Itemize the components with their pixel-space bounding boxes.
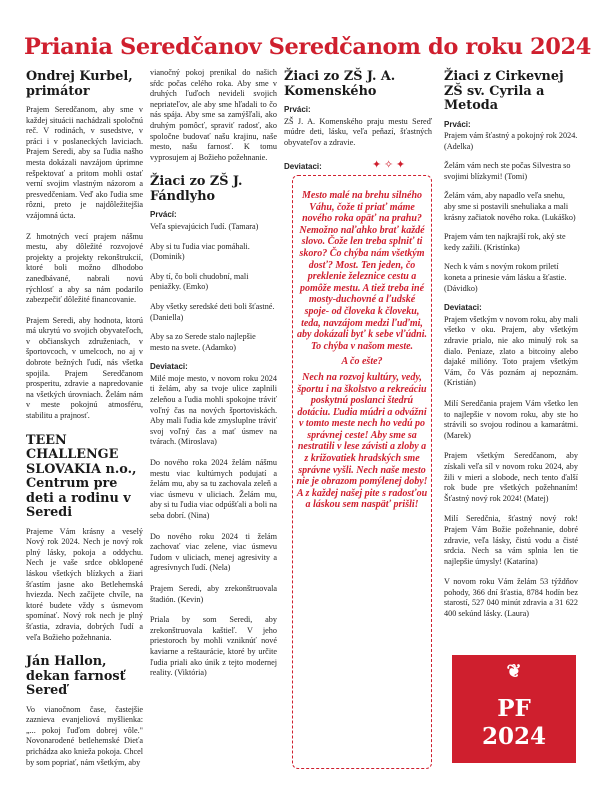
wish-item: Aby tí, čo boli chudobní, mali peniažky. (Emko) <box>150 271 249 292</box>
heading-teen-challenge: TEEN CHALLENGE SLOVAKIA n.o., Centrum pre deti a rodinu v Seredi <box>26 432 137 521</box>
paragraph: Do nového roku 2024 ti želám zachovať viac zelene, viac úsmevu ľudom v uliciach, menej agresivity a agresívnych ľudí. (Nela) <box>150 531 277 573</box>
paragraph: vianočný pokoj prenikal do našich sŕdc počas celého roka. Aby sme v druhých ľuďoch nevideli svojich nepriateľov, ale aby sme hľadali to čo nás spája. Aby sme sa zamýšľali, ako druhým pomôcť, spraviť radosť, ako spoločne budovať našu krajinu, naše mesto, našu farnosť. K tomu vyprosujem aj Božieho požehnanie. <box>150 68 277 162</box>
poem-stanza: A čo ešte? <box>341 356 383 368</box>
paragraph: Prajem všetkým Seredčanom, aby získali veľa síl v novom roku 2024, aby žili v mieri a slobode, nech tento ďalší rok bude pre všetkých požehnaním! Šťastný nový rok 2024! (Matej) <box>444 451 578 503</box>
wish-item: Aby si tu ľudia viac pomáhali. (Dominik) <box>150 241 250 262</box>
label-deviataci: Deviataci: <box>150 362 188 372</box>
heading-kurbel: Ondrej Kurbel, primátor <box>26 69 133 99</box>
label-deviataci: Deviataci: <box>444 303 482 313</box>
poem-stanza: Mesto malé na brehu silného Váhu, čože ti priať máme nového roka opäť na prahu? Nemožno naľahko brať každé slovo. Čože len treba splniť ti skoro? Čo chýba nám všetkým dosť? Most. Ten jeden, čo preklenie železnice cestu a pomôže mestu. A tiež treba iné mosty-duchovné a ľudské spoje- od človeka k človeku, teda, navzájom medzi ľuďmi, aby dokázali byť k sebe vľúdni. To chýba v našom meste. <box>297 190 427 352</box>
paragraph: Milí Seredčnia, šťastný nový rok! Prajem Vám Božie požehnanie, dobré zdravie, veľa lásky, čistú vodu a čisté srdcia. Nech sa vám splnia len tie najlepšie úmysly! (Katarína) <box>444 514 578 566</box>
stars-decoration: ✦ ✧ ✦ <box>372 159 406 171</box>
label-deviataci: Deviataci: <box>284 162 322 172</box>
pf-year: 2024 <box>481 723 546 750</box>
paragraph: Vo vianočnom čase, častejšie zaznieva evanjeliová myšlienka: „... pokoj ľuďom dobrej vôle." Novonarodené betlehemské Dieťa prichádza ako knieža pokoja. Chcel by som popriať, nám všetkým, aby <box>26 704 143 767</box>
paragraph: Prajem Seredi, aby zrekonštruovala štadión. (Kevin) <box>150 583 277 604</box>
label-prvaci: Prváci: <box>284 105 311 114</box>
heading-hallon: Ján Hallon, dekan farnosť Sereď <box>26 654 126 699</box>
poem <box>296 190 428 515</box>
paragraph: Priala by som Seredi, aby zrekonštruovala kaštieľ. V jeho priestoroch by mohli vzniknúť nové kaviarne a reštaurácie, ktoré by určite ľudia priali ako únik z tejto modernej reality. (Viktória) <box>150 615 277 678</box>
wish-item: Želám vám, aby napadlo veľa snehu, aby sme si postavili snehuliaka a mali krásny začiatok nového roka. (Lukáško) <box>444 191 576 222</box>
paragraph: Do nového roka 2024 želám nášmu mestu viac kultúrnych podujatí a želám mu, aby sa tu zachovala zeleň a viac úsmevu v uliciach. Želám mu, aby si tu ľudia viac odpúšťali a boli na seba dobrí. (Nina) <box>150 458 277 520</box>
wish-item: Prajem vám šťastný a pokojný rok 2024. (Adelka) <box>444 131 578 151</box>
paragraph: Milí Seredčania prajem Vám všetko len to najlepšie v novom roku, aby ste ho strávili so svojou rodinou a kamarátmi. (Marek) <box>444 398 578 440</box>
wish-item: Aby všetky seredské deti boli šťastné. (Daniella) <box>150 301 275 322</box>
wish-item: Prajem vám ten najkrajší rok, aký ste kedy zažili. (Kristínka) <box>444 232 566 252</box>
column-4 <box>444 68 578 624</box>
column-2 <box>150 68 277 683</box>
heading-fandlyho: Žiaci zo ZŠ J. Fándlyho <box>150 174 243 204</box>
wish-item: Nech k vám s novým rokom priletí koneta a prinesie vám lásku a šťastie. (Dávidko) <box>444 262 567 293</box>
wish-item: Veľa spievajúcich ľudí. (Tamara) <box>150 221 259 231</box>
heading-cirkevna-zs: Žiaci z Cirkevnej ZŠ sv. Cyrila a Metoda <box>444 69 564 113</box>
paragraph: V novom roku Vám želám 53 týždňov pohody, 366 dní šťastia, 8784 hodín bez starostí, 527 040 minút zdravia a 31 622 400 sekúnd lásky. (Laura) <box>444 577 578 619</box>
paragraph: Prajem všetkým v novom roku, aby mali všetko v oku. Prajem, aby všetkým zdravie prialo, nie ako minulý rok sa dialo. Peniaze, zlato a bitcoiny alebo dajaké milióny. Toto prajem všetkým Vám, čo Vás poznám aj nepoznám. (Kristián) <box>444 314 578 388</box>
column-3 <box>284 68 432 174</box>
paragraph: Z hmotných vecí prajem nášmu mestu, aby dôležité rozvojové projekty a projekty rekonštrukcií, ktoré boli možno dlhodobo zanedbávané, nabrali novú rýchlosť a aby sa nám podarilo zabezpečiť dôležité financovanie. <box>26 231 143 305</box>
pf-text: PF <box>497 695 531 722</box>
wish-item: Želám vám nech ste počas Silvestra so svojimi blízkymi! (Tomi) <box>444 161 571 181</box>
wish-item: Aby sa zo Serede stalo najlepšie mesto na svete. (Adamko) <box>150 332 256 352</box>
paragraph: Prajem Seredčanom, aby sme v každej situácii nachádzali spoločnú reč. V rodinách, v susedstve, v práci i v poslaneckých laviciach. Prajem Seredi, aby sa ľudia našho mesta dokázali navzájom úprimne rešpektovať a pritom mohli ostať verní svojim vlastným názorom a presvedčeniam. Veď ako ľudia sme rôzni, preto je najdôležitejšia vzájomná úcta. <box>26 105 143 220</box>
pf-2024-badge <box>452 655 576 763</box>
label-prvaci: Prváci: <box>444 119 471 129</box>
column-1 <box>26 68 143 772</box>
heading-komenskeho: Žiaci zo ZŠ J. A. Komenského <box>284 69 396 99</box>
poem-stanza: Nech na rozvoj kultúry, vedy, športu i na školstvo a rekreáciu poskytnú poslanci štedrú dotáciu. Ľudia múdri a odvážni v tomto meste nech ho vedú po správnej ceste! Aby sme sa nestratili v lese závisti a zloby a z križovatiek hradských sme správne vyšli. Nech naše mesto nie je obrazom pomýlenej doby! A z každej našej pite s radosťou a láskou sem naspäť prišli! <box>296 371 428 511</box>
paragraph: Prajem Seredi, aby hodnota, ktorú má ukrytú vo svojich obyvateľoch, v občianskych združeniach, v športovcoch, v umelcoch, no aj v dobrote bežných ľudí, nás všetka spojila. Prajem Seredčanom prosperitu, zdravie a napredovanie na všetkých úrovniach. Želám nám v meste pokojnú atmosféru, stabilitu a prajnosť. <box>26 315 143 421</box>
page-title: Priania Seredčanov Seredčanom do roku 2024 <box>24 34 592 60</box>
label-prvaci: Prvácí: <box>150 210 177 220</box>
paragraph: ZŠ J. A. Komenského praju mestu Sereď múdre deti, lásku, veľa peňazí, šťastných obyvateľov a zdravie. <box>284 116 432 147</box>
paragraph: Prajeme Vám krásny a veselý Nový rok 2024. Nech je nový rok plný lásky, pokoja a oddychu. Nech je vaše srdce obklopené láskou všetkých blízkych a žiari šťastím jasne ako Betlehemská hviezda. Nech začíjete chvíle, na ktoré budete vždy s úsmevom spomínať. Nový rok nech je plný šťastia, zdravia, dobrých ľudí a veľa Božieho požehnania. <box>26 526 143 642</box>
bow-icon: ❦ <box>506 661 522 682</box>
paragraph: Milé moje mesto, v novom roku 2024 ti želám, aby sa tvoje ulice zaplnili zeleňou a ľudia mohli spokojne tráviť voľný čas na nových športoviskách. Aby mali ľudia kde zmysluplne tráviť svoj voľný čas a mať úsmev na tvárach. (Miroslava) <box>150 373 277 447</box>
